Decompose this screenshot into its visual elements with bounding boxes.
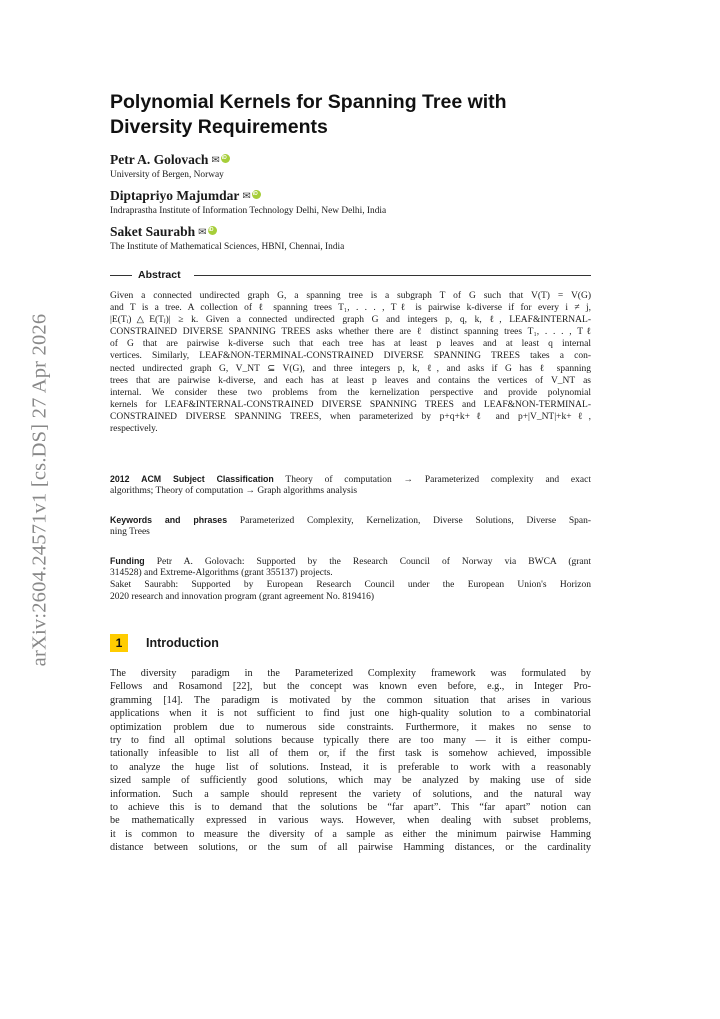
intro-line: be mathematically expressed in various ways. However, when dealing with subset problems, — [110, 815, 591, 827]
abstract-line: |E(Tᵢ)△E(Tⱼ)| ≥ k. Given a connected undirected graph G and integers p, q, k, ℓ, LEAF&INTERNAL- — [110, 315, 591, 326]
author-name: Petr A. Golovach — [110, 152, 209, 167]
acm-text: algorithms; Theory of computation → Graph algorithms analysis — [110, 486, 358, 497]
email-icon[interactable]: ✉ — [198, 227, 207, 238]
keywords-label: Keywords and phrases — [110, 515, 228, 525]
title-line: Diversity Requirements — [110, 116, 328, 138]
acm-text: Theory of computation → Parameterized complexity and exact — [285, 475, 591, 485]
abstract-line: internal. We consider these two problems from the kernelization perspective and provide polynomial — [110, 387, 591, 398]
intro-line: distance between solutions, or the sum of all pairwise Hamming distances, or the cardinality — [110, 842, 591, 854]
abstract-line: CONSTRAINED DIVERSE SPANNING TREES, when parameterized by p+q+k+ℓ and p+|V_NT|+k+ℓ, — [110, 411, 591, 422]
orcid-icon[interactable] — [252, 190, 261, 199]
author-affiliation: University of Bergen, Norway — [110, 170, 224, 180]
abstract-label: Abstract — [138, 269, 181, 281]
intro-line: information. Such a sample should represent the variety of solutions, and the natural way — [110, 788, 591, 800]
intro-line: The diversity paradigm in the Parameterized Complexity framework was formulated by — [110, 668, 591, 679]
paper-title — [110, 90, 591, 140]
funding — [110, 555, 591, 603]
abstract-line: CONSTRAINED DIVERSE SPANNING TREES asks whether there are ℓ distinct spanning trees T₁, . . . , Tℓ — [110, 327, 591, 338]
section-number: 1 — [110, 634, 128, 652]
rule — [194, 275, 591, 276]
title-line: Polynomial Kernels for Spanning Tree with — [110, 91, 507, 113]
intro-line: gramming [14]. The paradigm is motivated by the common situation that arises in various — [110, 694, 591, 706]
acm-classification — [110, 473, 591, 497]
keywords-text: ning Trees — [110, 527, 150, 538]
section-title: Introduction — [146, 636, 219, 650]
funding-text: Saket Saurabh: Supported by European Research Council under the European Union's Horizon — [110, 580, 591, 591]
abstract-line: and T is a tree. A collection of ℓ spanning trees T₁, . . . , Tℓ is pairwise k-diverse if for every i ≠ j, — [110, 303, 591, 314]
keywords-text: Parameterized Complexity, Kernelization, Diverse Solutions, Diverse Span- — [239, 516, 591, 526]
funding-text: Petr A. Golovach: Supported by the Research Council of Norway via BWCA (grant — [156, 557, 591, 567]
abstract-line: respectively. — [110, 424, 158, 435]
intro-line: optimization problem due to numerous side constraints. Furthermore, it makes no sense to — [110, 721, 591, 733]
rule — [110, 275, 132, 276]
acm-label: 2012 ACM Subject Classification — [110, 474, 274, 484]
abstract-line: trees that are pairwise k-diverse, and each has at least p leaves and contains the vertices of V_NT as — [110, 375, 591, 386]
abstract-body — [110, 290, 591, 435]
intro-line: try to find all optimal solutions because typically there are too many — it is either compu- — [110, 734, 591, 746]
email-icon[interactable]: ✉ — [211, 155, 220, 166]
introduction-body — [110, 667, 591, 854]
keywords — [110, 514, 591, 538]
intro-line: Fellows and Rosamond [22], but the concept was known even before, e.g., in Integer Pro- — [110, 681, 591, 693]
intro-line: to achieve this is to demand that the solutions be “far apart”. This “far apart” notion can — [110, 801, 591, 813]
author-block — [110, 188, 386, 217]
abstract-line: of G that are pairwise k-diverse such that each tree has at least p leaves and at least q internal — [110, 339, 591, 350]
email-icon[interactable]: ✉ — [242, 191, 251, 202]
intro-line: sized sample of sufficiently good solutions, which may be analyzed by making use of side — [110, 775, 591, 787]
abstract-line: kernels for LEAF&INTERNAL-CONSTRAINED DIVERSE SPANNING TREES and LEAF&NON-TERMINAL- — [110, 399, 591, 410]
arxiv-sidebar-stamp — [22, 290, 58, 690]
author-block — [110, 224, 344, 253]
funding-label: Funding — [110, 556, 145, 566]
funding-text: 2020 research and innovation program (grant agreement No. 819416) — [110, 592, 375, 603]
intro-line: tationally infeasible to list all of them or, if the first task is somehow achieved, impossible — [110, 748, 591, 760]
author-name: Saket Saurabh — [110, 224, 196, 239]
author-block — [110, 152, 230, 181]
orcid-icon[interactable] — [208, 226, 217, 235]
intro-line: applications when it is not sufficient to find just one high-quality solution to a combinatorial — [110, 708, 591, 720]
intro-line: to analyze the huge list of solutions. Instead, it is preferable to work with a reasonably — [110, 761, 591, 773]
abstract-line: nected undirected graph G, V_NT ⊆ V(G), and three integers p, k, ℓ, and asks if G has ℓ spanning — [110, 363, 591, 374]
funding-text: 314528) and Extreme-Algorithms (grant 355137) projects. — [110, 568, 333, 579]
arxiv-identifier: arXiv:2604.24571v1 [cs.DS] 27 Apr 2026 — [28, 313, 51, 667]
abstract-heading — [110, 268, 591, 282]
abstract-line: vertices. Similarly, LEAF&NON-TERMINAL-CONSTRAINED DIVERSE SPANNING TREES takes a con- — [110, 351, 591, 362]
author-name: Diptapriyo Majumdar — [110, 188, 240, 203]
intro-line: it is common to measure the diversity of a sample as either the minimum pairwise Hamming — [110, 828, 591, 840]
author-affiliation: The Institute of Mathematical Sciences, HBNI, Chennai, India — [110, 242, 345, 252]
abstract-line: Given a connected undirected graph G, a spanning tree is a subgraph T of G such that V(T) = V(G) — [110, 291, 591, 301]
author-affiliation: Indraprastha Institute of Information Technology Delhi, New Delhi, India — [110, 206, 387, 216]
orcid-icon[interactable] — [221, 154, 230, 163]
